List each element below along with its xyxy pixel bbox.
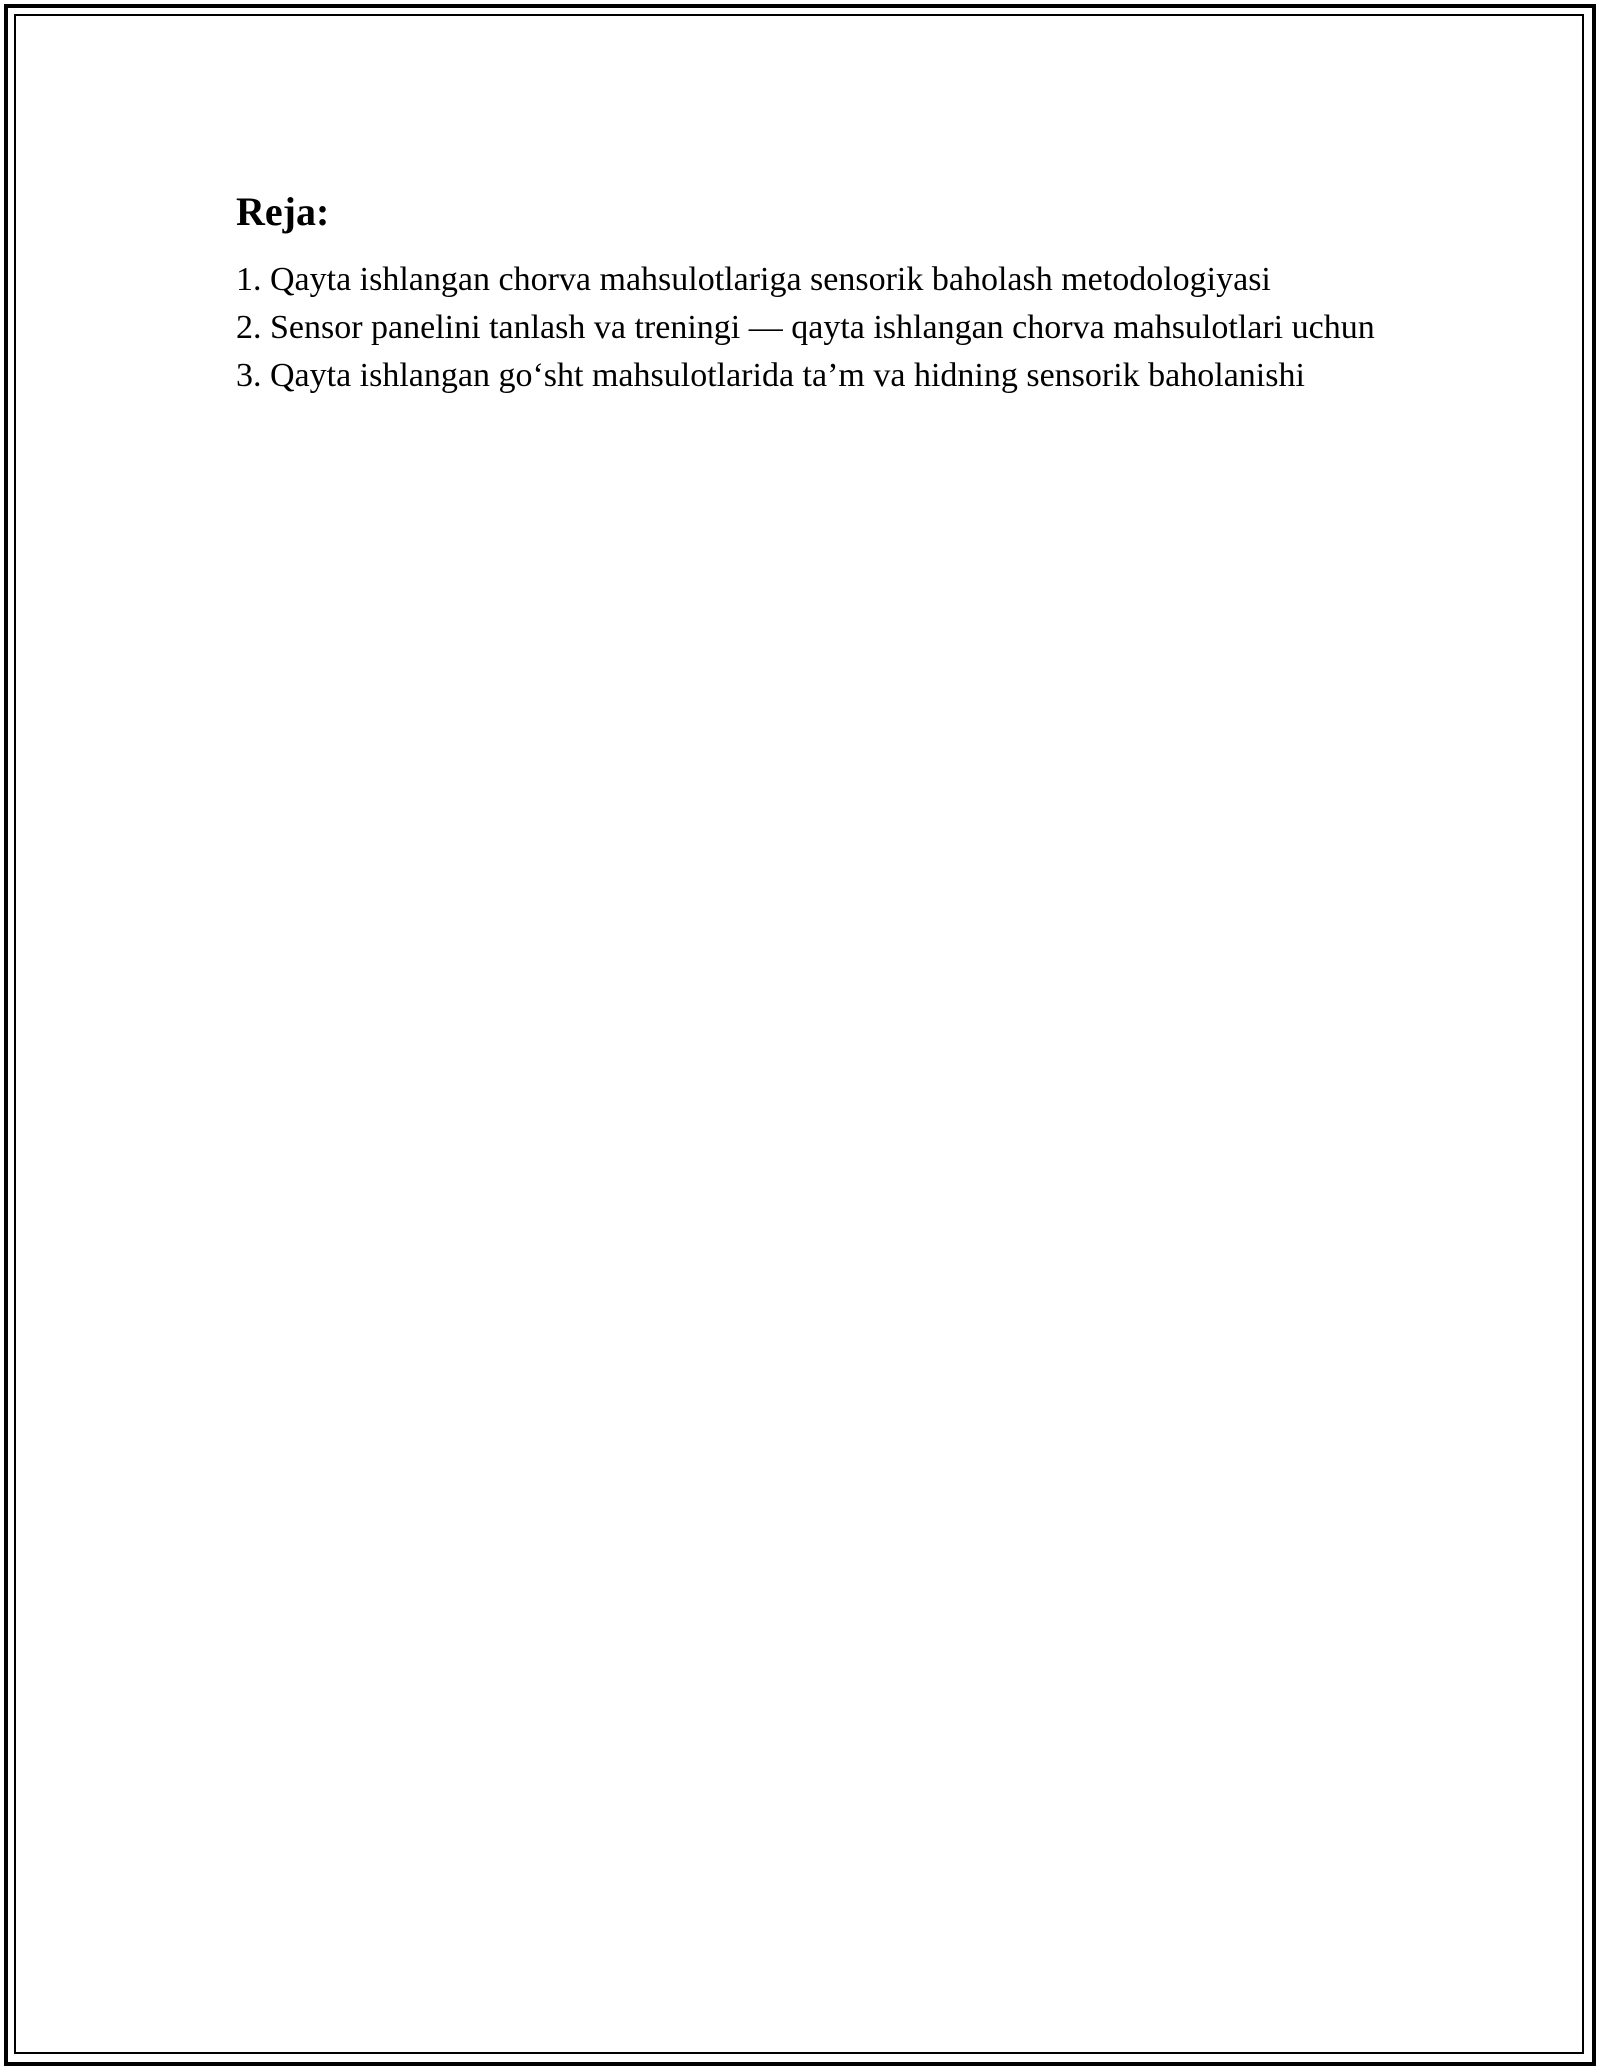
- document-body: [236, 186, 1396, 400]
- plan-item-1: 1. Qayta ishlangan chorva mahsulotlariga sensorik baholash metodologiyasi: [236, 261, 1271, 298]
- plan-list: [236, 256, 1396, 400]
- plan-item-3: 3. Qayta ishlangan go‘sht mahsulotlarida ta’m va hidning sensorik baholanishi: [236, 357, 1305, 394]
- plan-item-2: 2. Sensor panelini tanlash va treningi — qayta ishlangan chorva mahsulotlari uchun: [236, 309, 1375, 346]
- page-title: Reja:: [236, 189, 330, 234]
